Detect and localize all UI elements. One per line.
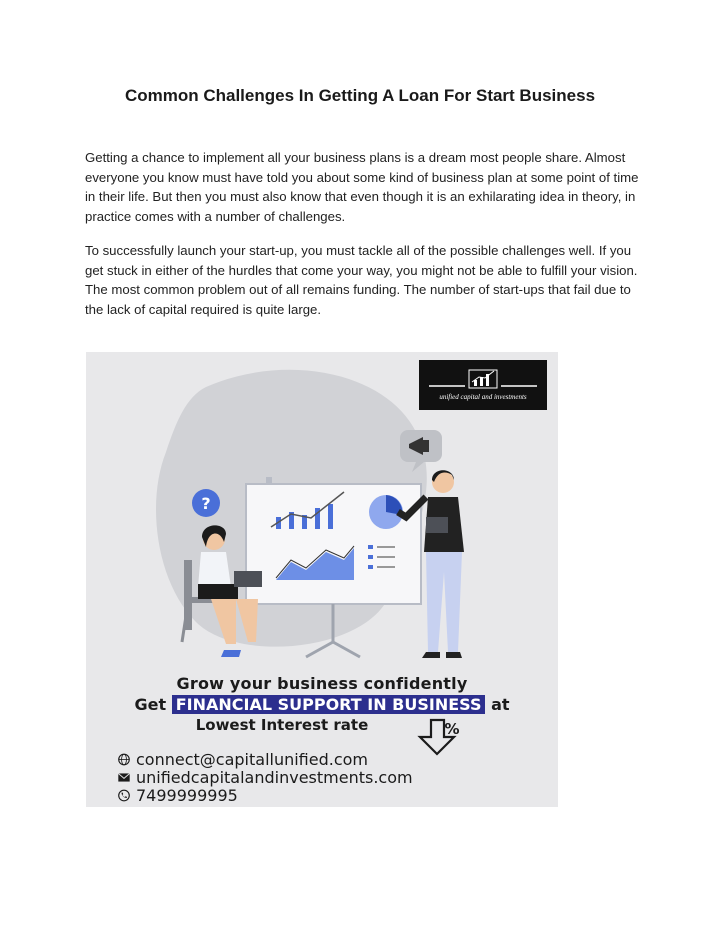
headline-line-2 <box>86 695 558 714</box>
headline-line-1: Grow your business confidently <box>176 674 468 693</box>
headline-line-3: Lowest Interest rate <box>195 716 369 734</box>
question-mark: ? <box>201 494 211 513</box>
logo-chart-icon <box>419 360 547 392</box>
paragraph-intro: Getting a chance to implement all your business plans is a dream most people share. Almost everyone you know must have told you about some kind of business plan at some point of time in their life. But then you must also know that even though it is an exhilarating idea in theory, in practice comes with a number of challenges. <box>85 150 639 224</box>
contact-web <box>116 750 368 769</box>
phone-icon <box>116 789 132 802</box>
headline-highlight: FINANCIAL SUPPORT IN BUSINESS <box>172 695 486 714</box>
logo-text: unified capital and investments <box>439 393 527 401</box>
contact-phone <box>116 786 238 805</box>
brand-logo <box>419 360 547 410</box>
envelope-icon <box>116 771 132 784</box>
contact-phone-text: 7499999995 <box>136 786 238 805</box>
poster-illustration <box>86 352 558 807</box>
headline-get: Get <box>134 695 167 714</box>
contact-email-text: unifiedcapitalandinvestments.com <box>136 768 413 787</box>
page-title: Common Challenges In Getting A Loan For Start Business <box>124 86 596 105</box>
paragraph-funding: To successfully launch your start-up, you must tackle all of the possible challenges well. If you get stuck in either of the hurdles that come your way, you might not be able to fulfill your vision. The most common problem out of all remains funding. The number of start-ups that fail due to the lack of capital required is quite large. <box>85 243 638 317</box>
contact-web-text: connect@capitallunified.com <box>136 750 369 769</box>
promo-poster <box>86 352 558 807</box>
percent-sign: % <box>444 720 460 738</box>
globe-icon <box>116 753 132 766</box>
headline-at: at <box>491 695 510 714</box>
contact-email <box>116 768 413 787</box>
